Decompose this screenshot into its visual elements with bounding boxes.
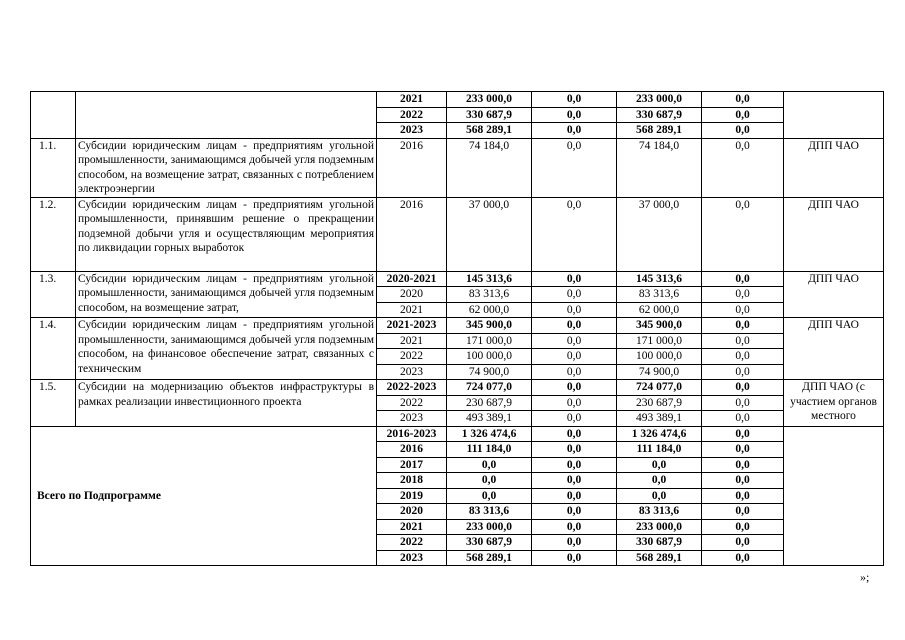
year-cell: 2020 [377, 504, 447, 520]
year-cell: 2022-2023 [377, 380, 447, 396]
year-cell: 2021 [377, 519, 447, 535]
regional-cell: 233 000,0 [617, 92, 702, 108]
federal-cell: 0,0 [532, 411, 617, 427]
total-cell: 330 687,9 [447, 107, 532, 123]
year-cell: 2019 [377, 488, 447, 504]
year-cell: 2021 [377, 92, 447, 108]
regional-cell: 145 313,6 [617, 271, 702, 287]
regional-cell: 230 687,9 [617, 395, 702, 411]
local-cell: 0,0 [702, 457, 784, 473]
federal-cell: 0,0 [532, 349, 617, 365]
federal-cell: 0,0 [532, 395, 617, 411]
local-cell: 0,0 [702, 442, 784, 458]
local-cell: 0,0 [702, 364, 784, 380]
year-cell: 2016 [377, 138, 447, 197]
local-cell: 0,0 [702, 535, 784, 551]
total-cell: 0,0 [447, 488, 532, 504]
regional-cell: 330 687,9 [617, 107, 702, 123]
federal-cell: 0,0 [532, 504, 617, 520]
local-cell: 0,0 [702, 333, 784, 349]
total-cell: 230 687,9 [447, 395, 532, 411]
year-cell: 2022 [377, 535, 447, 551]
year-cell: 2023 [377, 550, 447, 566]
description-cell [76, 92, 377, 139]
regional-cell: 0,0 [617, 473, 702, 489]
federal-cell: 0,0 [532, 519, 617, 535]
local-cell: 0,0 [702, 349, 784, 365]
regional-cell: 233 000,0 [617, 519, 702, 535]
local-cell: 0,0 [702, 473, 784, 489]
year-cell: 2023 [377, 411, 447, 427]
federal-cell: 0,0 [532, 380, 617, 396]
regional-cell: 493 389,1 [617, 411, 702, 427]
total-cell: 493 389,1 [447, 411, 532, 427]
total-cell: 330 687,9 [447, 535, 532, 551]
total-cell: 145 313,6 [447, 271, 532, 287]
local-cell: 0,0 [702, 550, 784, 566]
federal-cell: 0,0 [532, 92, 617, 108]
regional-cell: 568 289,1 [617, 123, 702, 139]
year-cell: 2021-2023 [377, 318, 447, 334]
total-cell: 0,0 [447, 473, 532, 489]
closing-mark: »; [860, 570, 870, 584]
item-executor: ДПП ЧАО [784, 138, 884, 197]
local-cell: 0,0 [702, 302, 784, 318]
local-cell: 0,0 [702, 271, 784, 287]
item-executor: ДПП ЧАО [784, 318, 884, 380]
federal-cell: 0,0 [532, 426, 617, 442]
regional-cell: 74 184,0 [617, 138, 702, 197]
federal-cell: 0,0 [532, 442, 617, 458]
total-cell: 724 077,0 [447, 380, 532, 396]
item-description: Субсидии юридическим лицам - предприятиям угольной промышленности, принявшим решение о прекращении подземной добычи угля и осуществляющим мероприятия по ликвидации горных выработок [76, 197, 377, 271]
total-cell: 74 184,0 [447, 138, 532, 197]
year-cell: 2022 [377, 395, 447, 411]
item-number: 1.2. [31, 197, 76, 271]
year-cell: 2016 [377, 442, 447, 458]
summary-executor-cell [784, 426, 884, 566]
year-cell: 2023 [377, 123, 447, 139]
table-row [31, 318, 884, 334]
regional-cell: 345 900,0 [617, 318, 702, 334]
table-row [31, 197, 884, 271]
year-cell: 2022 [377, 107, 447, 123]
local-cell: 0,0 [702, 426, 784, 442]
regional-cell: 83 313,6 [617, 504, 702, 520]
local-cell: 0,0 [702, 411, 784, 427]
total-cell: 100 000,0 [447, 349, 532, 365]
local-cell: 0,0 [702, 395, 784, 411]
total-cell: 0,0 [447, 457, 532, 473]
federal-cell: 0,0 [532, 287, 617, 303]
regional-cell: 100 000,0 [617, 349, 702, 365]
regional-cell: 330 687,9 [617, 535, 702, 551]
item-description: Субсидии юридическим лицам - предприятиям угольной промышленности, занимающимся добычей угля подземным способом, на возмещение затрат, [76, 271, 377, 318]
year-cell: 2020 [377, 287, 447, 303]
regional-cell: 0,0 [617, 488, 702, 504]
local-cell: 0,0 [702, 197, 784, 271]
year-cell: 2016 [377, 197, 447, 271]
item-number: 1.1. [31, 138, 76, 197]
regional-cell: 74 900,0 [617, 364, 702, 380]
item-executor: ДПП ЧАО [784, 197, 884, 271]
year-cell: 2021 [377, 333, 447, 349]
table-row [31, 426, 884, 442]
regional-cell: 568 289,1 [617, 550, 702, 566]
federal-cell: 0,0 [532, 123, 617, 139]
federal-cell: 0,0 [532, 473, 617, 489]
table-row [31, 138, 884, 197]
federal-cell: 0,0 [532, 107, 617, 123]
federal-cell: 0,0 [532, 550, 617, 566]
total-cell: 345 900,0 [447, 318, 532, 334]
item-description: Субсидии юридическим лицам - предприятиям угольной промышленности, занимающимся добычей угля подземным способом, на финансовое обеспечение затрат, связанных с техническим [76, 318, 377, 380]
total-cell: 37 000,0 [447, 197, 532, 271]
subprogram-funding-table [30, 91, 884, 566]
year-cell: 2023 [377, 364, 447, 380]
item-executor: ДПП ЧАО (с участием органов местного [784, 380, 884, 427]
year-cell: 2020-2021 [377, 271, 447, 287]
federal-cell: 0,0 [532, 318, 617, 334]
number-cell [31, 92, 76, 139]
regional-cell: 0,0 [617, 457, 702, 473]
federal-cell: 0,0 [532, 535, 617, 551]
regional-cell: 83 313,6 [617, 287, 702, 303]
executor-cell [784, 92, 884, 139]
item-executor: ДПП ЧАО [784, 271, 884, 318]
local-cell: 0,0 [702, 504, 784, 520]
total-cell: 568 289,1 [447, 123, 532, 139]
item-number: 1.3. [31, 271, 76, 318]
item-number: 1.4. [31, 318, 76, 380]
total-cell: 62 000,0 [447, 302, 532, 318]
federal-cell: 0,0 [532, 302, 617, 318]
total-cell: 83 313,6 [447, 287, 532, 303]
local-cell: 0,0 [702, 107, 784, 123]
total-cell: 83 313,6 [447, 504, 532, 520]
summary-label: Всего по Подпрограмме [31, 426, 377, 566]
federal-cell: 0,0 [532, 197, 617, 271]
total-cell: 171 000,0 [447, 333, 532, 349]
total-cell: 74 900,0 [447, 364, 532, 380]
federal-cell: 0,0 [532, 364, 617, 380]
federal-cell: 0,0 [532, 333, 617, 349]
table-row [31, 92, 884, 108]
item-description: Субсидии юридическим лицам - предприятиям угольной промышленности, занимающимся добычей угля подземным способом, на возмещение затрат, связанных с потреблением электроэнергии [76, 138, 377, 197]
year-cell: 2021 [377, 302, 447, 318]
total-cell: 233 000,0 [447, 92, 532, 108]
item-number: 1.5. [31, 380, 76, 427]
federal-cell: 0,0 [532, 138, 617, 197]
total-cell: 1 326 474,6 [447, 426, 532, 442]
federal-cell: 0,0 [532, 488, 617, 504]
local-cell: 0,0 [702, 123, 784, 139]
regional-cell: 1 326 474,6 [617, 426, 702, 442]
table-row [31, 380, 884, 396]
local-cell: 0,0 [702, 519, 784, 535]
year-cell: 2022 [377, 349, 447, 365]
regional-cell: 111 184,0 [617, 442, 702, 458]
table-row [31, 271, 884, 287]
item-description: Субсидии на модернизацию объектов инфраструктуры в рамках реализации инвестиционного проекта [76, 380, 377, 427]
year-cell: 2018 [377, 473, 447, 489]
federal-cell: 0,0 [532, 457, 617, 473]
regional-cell: 724 077,0 [617, 380, 702, 396]
federal-cell: 0,0 [532, 271, 617, 287]
year-cell: 2016-2023 [377, 426, 447, 442]
regional-cell: 62 000,0 [617, 302, 702, 318]
year-cell: 2017 [377, 457, 447, 473]
local-cell: 0,0 [702, 488, 784, 504]
total-cell: 111 184,0 [447, 442, 532, 458]
total-cell: 568 289,1 [447, 550, 532, 566]
local-cell: 0,0 [702, 92, 784, 108]
local-cell: 0,0 [702, 138, 784, 197]
local-cell: 0,0 [702, 380, 784, 396]
total-cell: 233 000,0 [447, 519, 532, 535]
local-cell: 0,0 [702, 287, 784, 303]
regional-cell: 171 000,0 [617, 333, 702, 349]
local-cell: 0,0 [702, 318, 784, 334]
regional-cell: 37 000,0 [617, 197, 702, 271]
